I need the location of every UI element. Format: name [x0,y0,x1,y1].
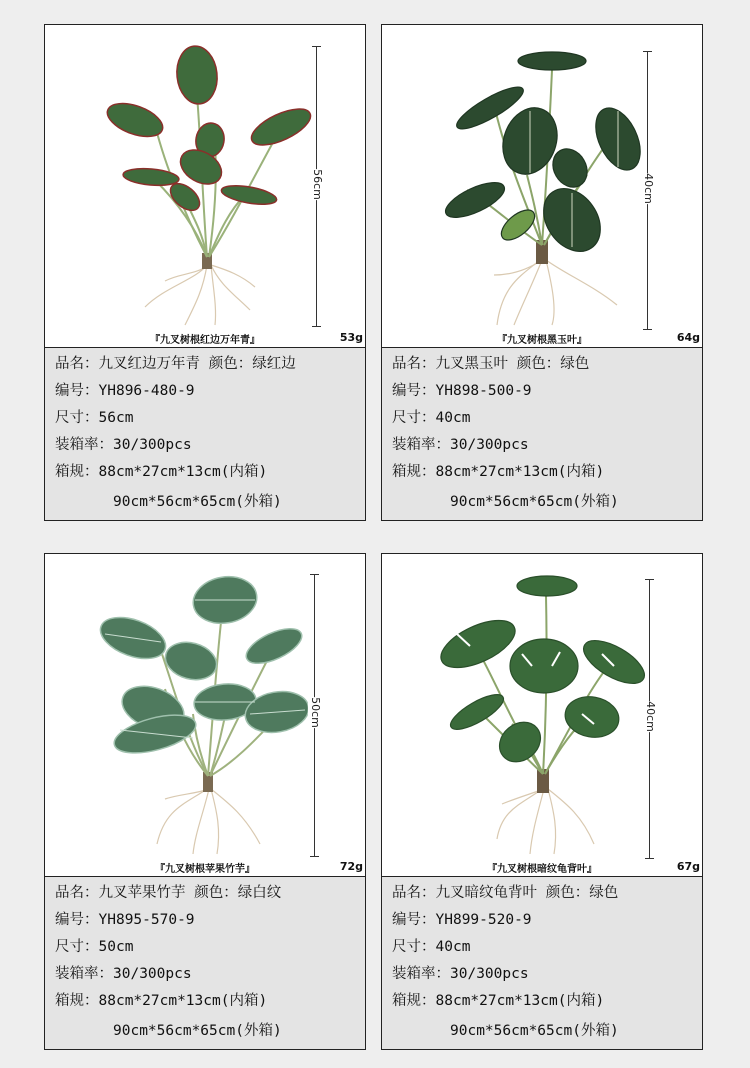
box-inner-line: 箱规：88cm*27cm*13cm(内箱) [392,993,605,1009]
name-color-line: 品名：九叉黑玉叶 颜色：绿色 [392,356,590,372]
box-outer-line: 90cm*56cm*65cm(外箱) [450,1023,619,1039]
size-line: 尺寸：40cm [392,410,471,426]
product-photo [45,554,365,875]
product-card [381,24,703,521]
code-line: 编号：YH899-520-9 [392,912,532,928]
product-info [382,347,702,520]
product-photo [45,25,365,346]
box-inner-line: 箱规：88cm*27cm*13cm(内箱) [392,464,605,480]
product-weight: 67g [676,860,700,873]
size-line: 尺寸：56cm [55,410,134,426]
product-caption: 『九叉树根红边万年青』 [150,335,260,346]
product-info [45,347,365,520]
product-weight: 72g [339,860,363,873]
product-caption: 『九叉树根黑玉叶』 [497,335,587,346]
height-label: 40cm [641,173,655,204]
code-line: 编号：YH896-480-9 [55,383,195,399]
packing-line: 装箱率：30/300pcs [392,437,529,453]
product-card [44,553,366,1050]
product-card [381,553,703,1050]
product-weight: 53g [339,331,363,344]
name-color-line: 品名：九叉红边万年青 颜色：绿红边 [55,356,296,372]
product-card [44,24,366,521]
product-info [382,876,702,1049]
product-caption: 『九叉树根苹果竹芋』 [155,864,255,875]
box-inner-line: 箱规：88cm*27cm*13cm(内箱) [55,993,268,1009]
height-label: 56cm [310,169,324,200]
product-photo [382,554,702,875]
box-outer-line: 90cm*56cm*65cm(外箱) [113,494,282,510]
name-color-line: 品名：九叉苹果竹芋 颜色：绿白纹 [55,885,282,901]
box-inner-line: 箱规：88cm*27cm*13cm(内箱) [55,464,268,480]
product-photo [382,25,702,346]
box-outer-line: 90cm*56cm*65cm(外箱) [450,494,619,510]
product-caption: 『九叉树根暗纹龟背叶』 [487,864,597,875]
product-info [45,876,365,1049]
box-outer-line: 90cm*56cm*65cm(外箱) [113,1023,282,1039]
code-line: 编号：YH898-500-9 [392,383,532,399]
size-line: 尺寸：50cm [55,939,134,955]
packing-line: 装箱率：30/300pcs [55,966,192,982]
height-label: 40cm [643,701,657,732]
product-weight: 64g [676,331,700,344]
name-color-line: 品名：九叉暗纹龟背叶 颜色：绿色 [392,885,619,901]
packing-line: 装箱率：30/300pcs [55,437,192,453]
size-line: 尺寸：40cm [392,939,471,955]
code-line: 编号：YH895-570-9 [55,912,195,928]
height-label: 50cm [308,697,322,728]
packing-line: 装箱率：30/300pcs [392,966,529,982]
